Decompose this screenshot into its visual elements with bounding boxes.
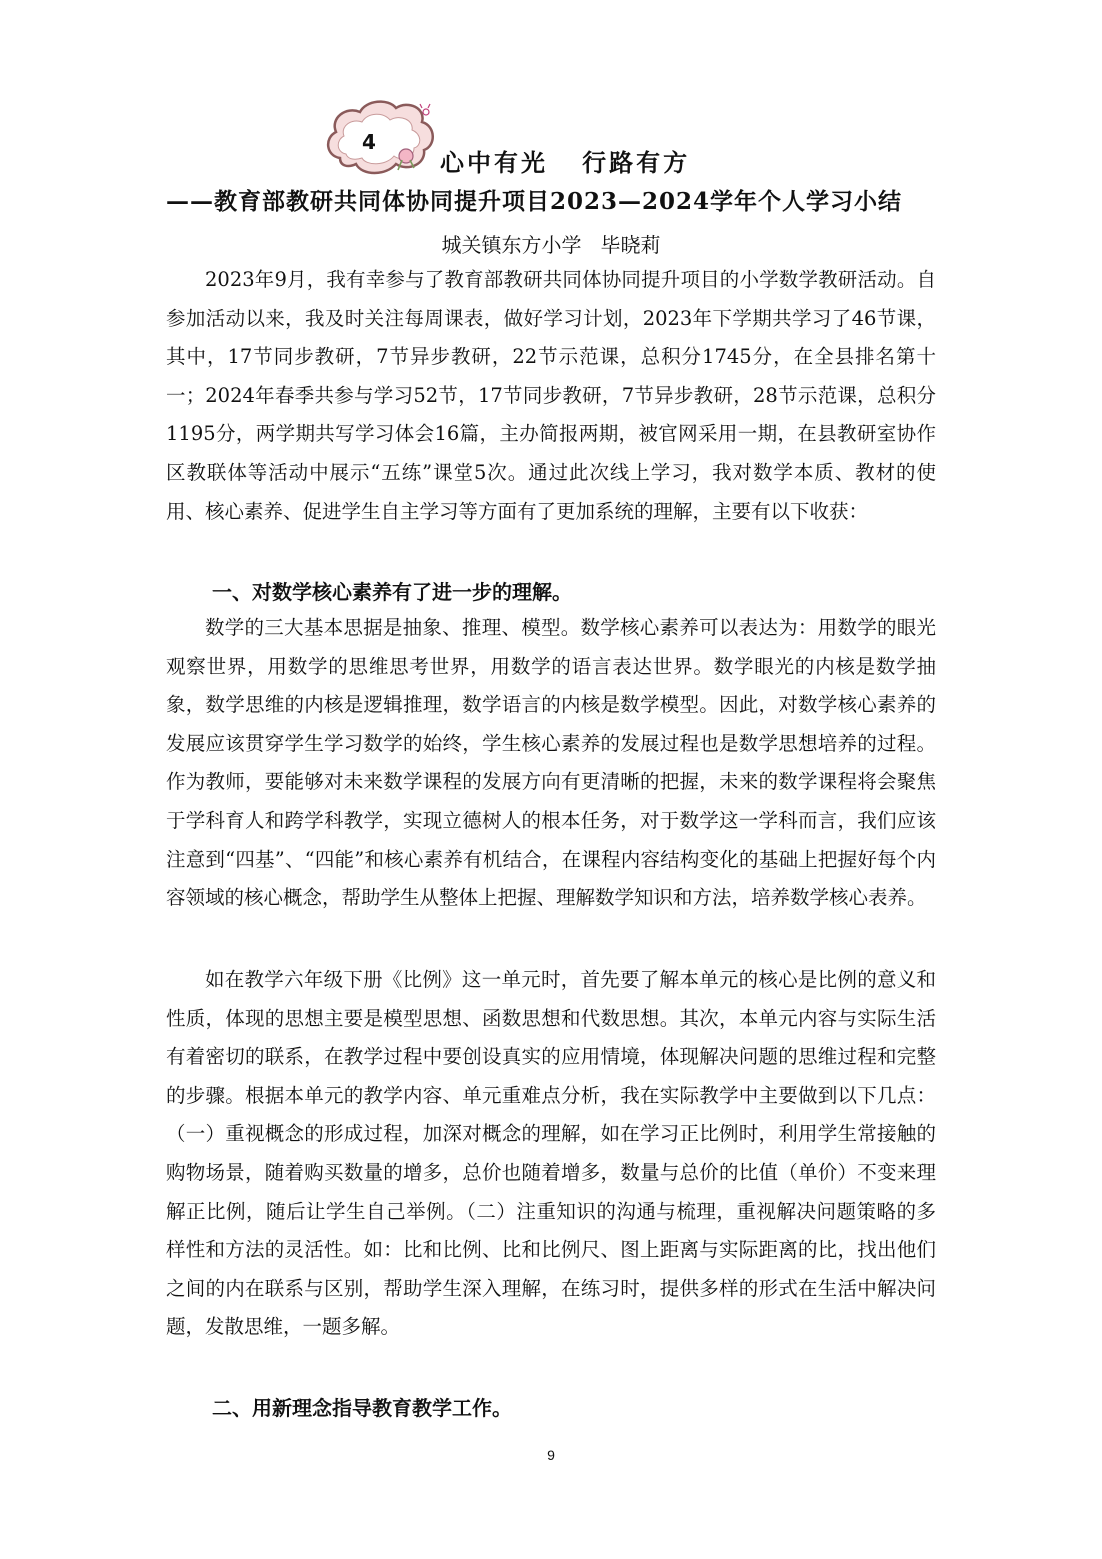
paragraph-proportion-unit: 如在教学六年级下册《比例》这一单元时，首先要了解本单元的核心是比例的意义和性质，体现的思想主要是模型思想、函数思想和代数思想。其次，本单元内容与实际生活有着密切的联系，在教学过程中要创设真实的应用情境，体现解决问题的思维过程和完整的步骤。根据本单元的教学内容、单元重难点分析，我在实际教学中主要做到以下几点：（一）重视概念的形成过程，加深对概念的理解，如在学习正比例时，利用学生常接触的购物场景，随着购买数量的增多，总价也随着增多，数量与总价的比值（单价）不变来理解正比例，随后让学生自己举例。（二）注重知识的沟通与梳理，重视解决问题策略的多样性和方法的灵活性。如：比和比例、比和比例尺、图上距离与实际距离的比，找出他们之间的内在联系与区别，帮助学生深入理解，在练习时，提供多样的形式在生活中解决问题，发散思维，一题多解。 — [166, 968, 936, 1339]
cloud-badge-icon — [322, 98, 440, 180]
document-title: 心中有光 行路有方 — [440, 148, 691, 177]
paragraph-core-literacy: 数学的三大基本思据是抽象、推理、模型。数学核心素养可以表达为：用数学的眼光观察世界，用数学的思维思考世界，用数学的语言表达世界。数学眼光的内核是数学抽象，数学思维的内核是逻辑推理，数学语言的内核是数学模型。因此，对数学核心素养的发展应该贯穿学生学习数学的始终，学生核心素养的发展过程也是数学思想培养的过程。作为教师，要能够对未来数学课程的发展方向有更清晰的把握，未来的数学课程将会聚焦于学科育人和跨学科教学，实现立德树人的根本任务，对于数学这一学科而言，我们应该注意到“四基”、“四能”和核心素养有机结合，在课程内容结构变化的基础上把握好每个内容领域的核心概念，帮助学生从整体上把握、理解数学知识和方法，培养数学核心表养。 — [166, 616, 936, 910]
section-heading-2: 二、用新理念指导教育教学工作。 — [212, 1396, 512, 1420]
document-subtitle: ——教育部教研共同体协同提升项目2023—2024学年个人学习小结 — [166, 188, 903, 215]
author-line: 城关镇东方小学 毕晓莉 — [441, 233, 661, 257]
paragraph-intro: 2023年9月，我有幸参与了教育部教研共同体协同提升项目的小学数学教研活动。自参加活动以来，我及时关注每周课表，做好学习计划，2023年下学期共学习了46节课，其中，17节同步教研，7节异步教研，22节示范课，总积分1745分，在全县排名第十一；2024年春季共参与学习52节，17节同步教研，7节异步教研，28节示范课，总积分1195分，两学期共写学习体会16篇，主办简报两期，被官网采用一期，在县教研室协作区教联体等活动中展示“五练”课堂5次。通过此次线上学习，我对数学本质、教材的使用、核心素养、促进学生自主学习等方面有了更加系统的理解，主要有以下收获： — [166, 268, 936, 523]
section-heading-1: 一、对数学核心素养有了进一步的理解。 — [212, 580, 572, 604]
section-number: 4 — [362, 130, 376, 154]
page-number: 9 — [547, 1447, 555, 1463]
